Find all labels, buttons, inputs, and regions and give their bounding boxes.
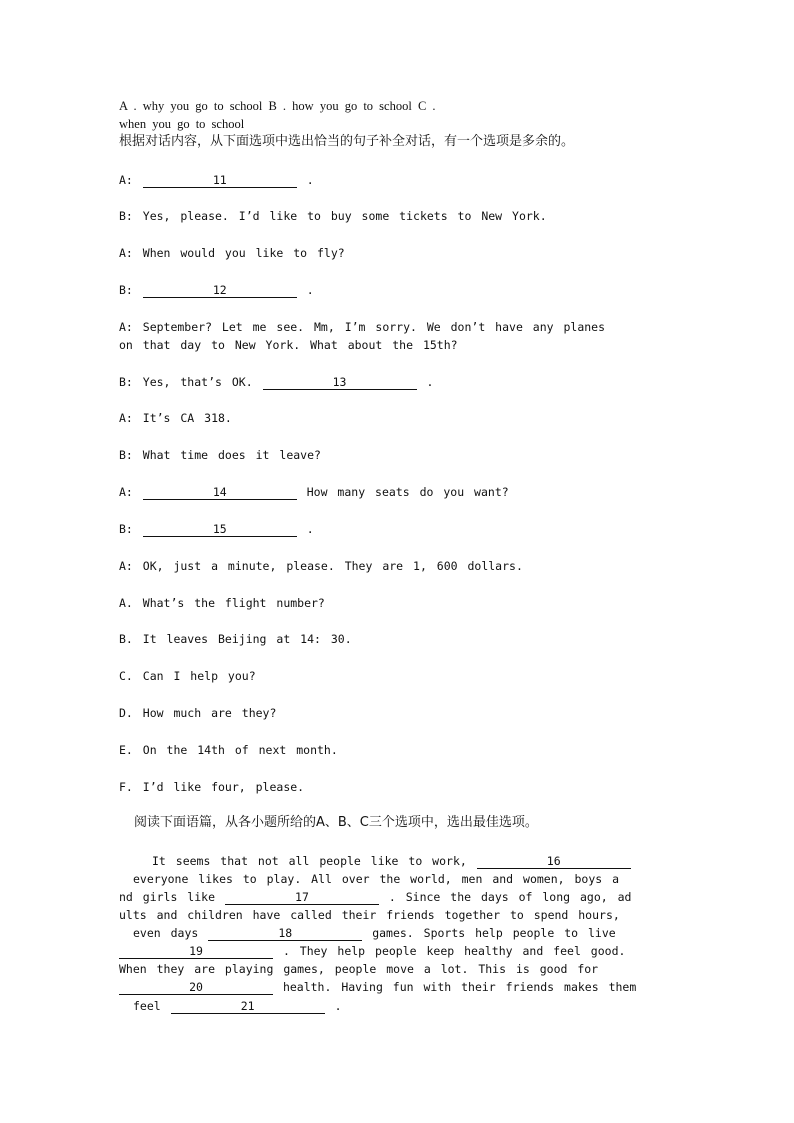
option-d: D. How much are they?: [119, 706, 277, 720]
option-f: F. I’d like four, please.: [119, 780, 305, 794]
passage-line-7: When they are playing games, people move a lot. This is good for: [119, 962, 599, 976]
blank-16[interactable]: 16: [477, 854, 631, 869]
dialogue-line-13: [119, 373, 679, 391]
dialogue-line-11: [119, 171, 679, 189]
dialogue-line: B: Yes, please. I’d like to buy some tickets to New York.: [119, 209, 547, 223]
option-a: A. What’s the flight number?: [119, 596, 325, 610]
dialogue-line: A: It’s CA 318.: [119, 411, 232, 425]
line-text: B: Yes, that’s OK.: [119, 375, 253, 389]
passage-line-8: [119, 978, 679, 996]
passage-text: feel: [133, 999, 161, 1013]
blank-19[interactable]: 19: [119, 944, 273, 959]
option-b: B. It leaves Beijing at 14: 30.: [119, 632, 352, 646]
line-tail: .: [306, 522, 314, 536]
dialogue-line-12: [119, 281, 679, 299]
line-tail: .: [306, 173, 314, 187]
speaker: B:: [119, 283, 133, 297]
blank-17[interactable]: 17: [225, 890, 379, 905]
line-tail: .: [306, 283, 314, 297]
dialogue-line: A: September? Let me see. Mm, I’m sorry. We don’t have any planes: [119, 320, 606, 334]
blank-13[interactable]: 13: [263, 375, 417, 390]
speaker: A:: [119, 485, 133, 499]
passage-line-3: [119, 888, 679, 906]
passage-line-5: [133, 924, 693, 942]
dialogue-line-15: [119, 520, 679, 538]
passage-text: health. Having fun with their friends makes them: [282, 980, 637, 994]
passage-text: nd girls like: [119, 890, 216, 904]
passage-line-6: [119, 942, 679, 960]
blank-11[interactable]: 11: [143, 173, 297, 188]
passage-text: .: [334, 999, 342, 1013]
blank-21[interactable]: 21: [171, 999, 325, 1014]
passage-text: It seems that not all people like to work,: [152, 854, 467, 868]
passage-text: games. Sports help people to live: [372, 926, 616, 940]
passage-text: even days: [133, 926, 199, 940]
blank-20[interactable]: 20: [119, 980, 273, 995]
option-line-2: when you go to school: [119, 117, 245, 131]
speaker: B:: [119, 522, 133, 536]
dialogue-line: B: What time does it leave?: [119, 448, 321, 462]
dialogue-line: A: OK, just a minute, please. They are 1, 600 dollars.: [119, 559, 523, 573]
option-line-1: A . why you go to school B . how you go to school C .: [119, 99, 436, 113]
line-tail: How many seats do you want?: [306, 485, 509, 499]
passage-line-1: [152, 852, 712, 870]
blank-15[interactable]: 15: [143, 522, 297, 537]
passage-text: . They help people keep healthy and feel good.: [282, 944, 626, 958]
passage-text: . Since the days of long ago, ad: [388, 890, 632, 904]
option-e: E. On the 14th of next month.: [119, 743, 338, 757]
speaker: A:: [119, 173, 133, 187]
dialogue-line: A: When would you like to fly?: [119, 246, 345, 260]
passage-line-2: everyone likes to play. All over the world, men and women, boys a: [133, 872, 620, 886]
reading-instruction: 阅读下面语篇，从各小题所给的A、B、C三个选项中，选出最佳选项。: [134, 815, 538, 830]
blank-18[interactable]: 18: [208, 926, 362, 941]
line-tail: .: [426, 375, 434, 389]
dialogue-line-14: [119, 483, 679, 501]
dialogue-instruction: 根据对话内容，从下面选项中选出恰当的句子补全对话，有一个选项是多余的。: [119, 134, 575, 149]
passage-line-4: ults and children have called their friends together to spend hours,: [119, 908, 620, 922]
dialogue-line: on that day to New York. What about the 15th?: [119, 338, 458, 352]
option-c: C. Can I help you?: [119, 669, 256, 683]
passage-line-9: [133, 997, 693, 1015]
blank-12[interactable]: 12: [143, 283, 297, 298]
blank-14[interactable]: 14: [143, 485, 297, 500]
